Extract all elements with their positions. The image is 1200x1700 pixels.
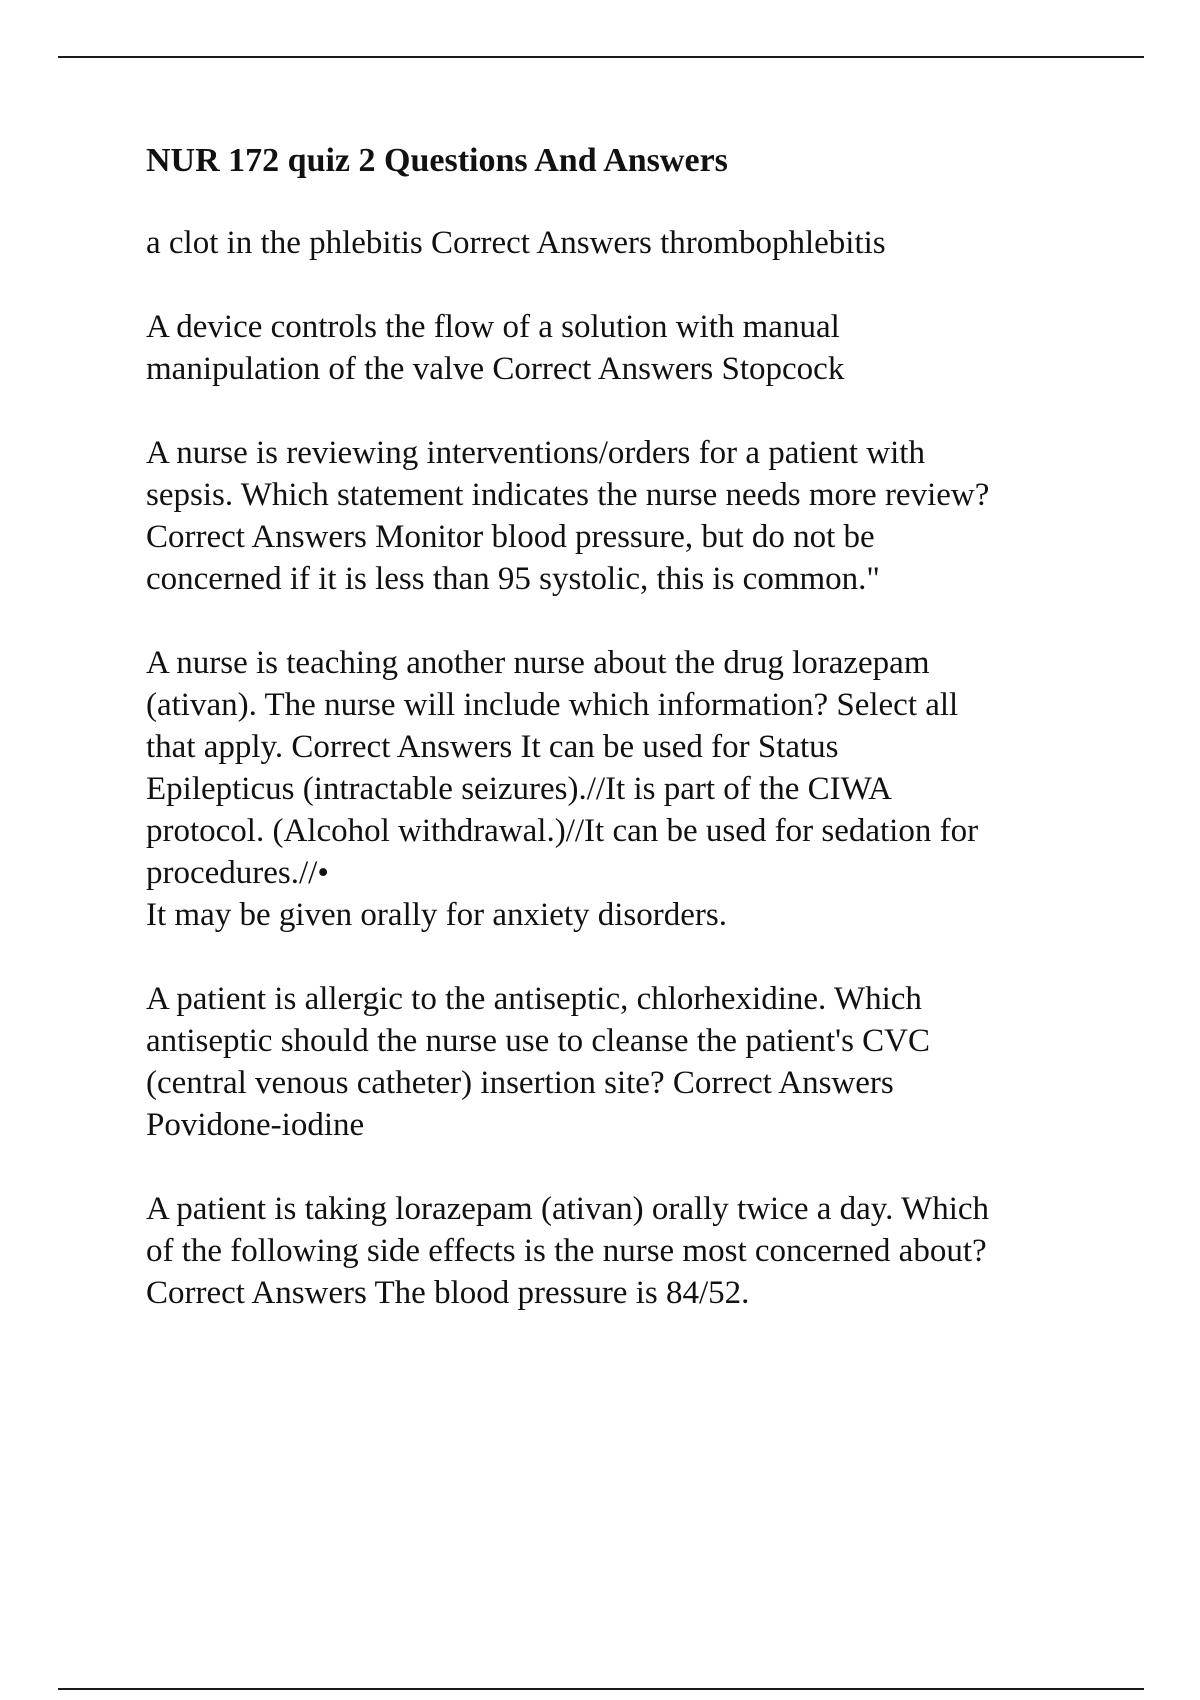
qa-entry-6: A patient is taking lorazepam (ativan) orally twice a day. Which of the following side effects is the nurse most concerned about? Correct Answers The blood pressure is 84/52. (146, 1191, 990, 1311)
qa-entry-5: A patient is allergic to the antiseptic, chlorhexidine. Which antiseptic should the nurse use to cleanse the patient's CVC (central venous catheter) insertion site? Correct Answers Povidone-iodine (146, 981, 931, 1143)
qa-entry-4: A nurse is teaching another nurse about the drug lorazepam (ativan). The nurse will include which information? Select all that apply. Correct Answers It can be used for Status Epilepticus (intractable seizures).//It is part of the CIWA protocol. (Alcohol withdrawal.)//It can be used for sedation for procedures.//• It may be given orally for anxiety disorders. (146, 645, 979, 933)
header-rule (58, 56, 1144, 58)
document-title: NUR 172 quiz 2 Questions And Answers (146, 142, 728, 179)
footer-rule (58, 1688, 1144, 1690)
qa-entry-2: A device controls the flow of a solution with manual manipulation of the valve Correct Answers Stopcock (146, 309, 845, 387)
document-body (146, 140, 1106, 1356)
qa-entry-1: a clot in the phlebitis Correct Answers thrombophlebitis (146, 225, 886, 261)
qa-entry-3: A nurse is reviewing interventions/orders for a patient with sepsis. Which statement indicates the nurse needs more review? Correct Answers Monitor blood pressure, but do not be concerned if it is less than 95 systolic, this is common." (146, 435, 990, 597)
